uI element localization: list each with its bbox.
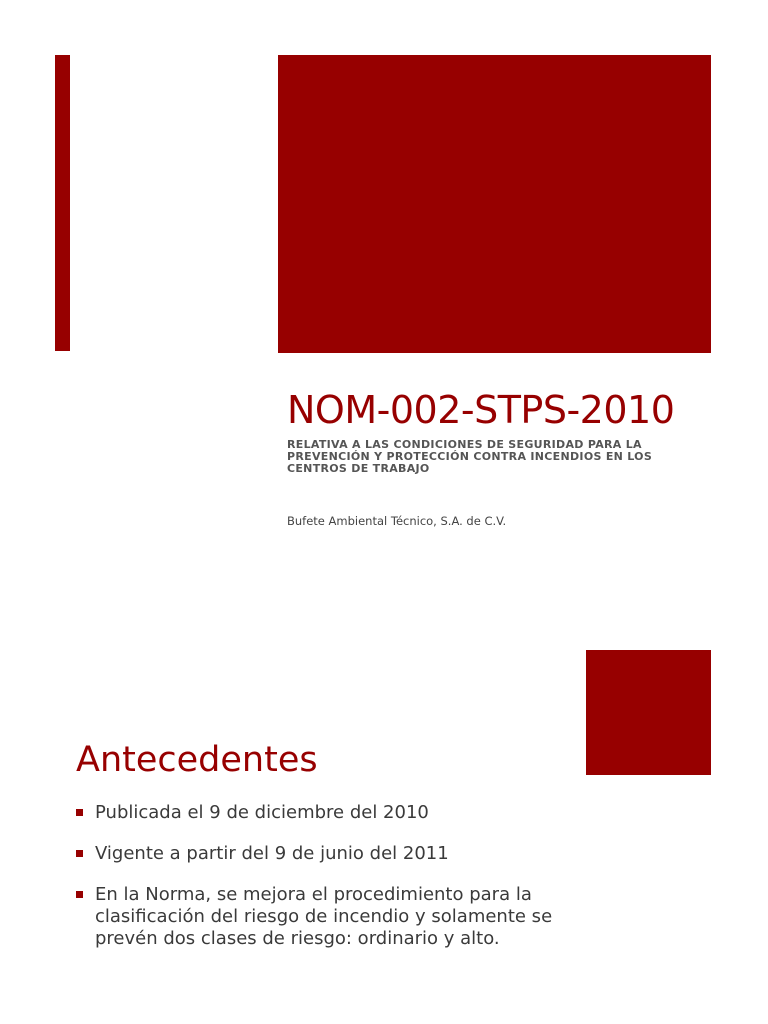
bullet-item — [76, 843, 606, 865]
bullet-text: Vigente a partir del 9 de junio del 2011 — [95, 843, 449, 864]
left-accent-bar — [55, 55, 70, 351]
square-bullet-icon — [76, 809, 83, 816]
section-heading: Antecedentes — [76, 740, 318, 780]
document-title: NOM-002-STPS-2010 — [287, 388, 675, 432]
bullet-text: Publicada el 9 de diciembre del 2010 — [95, 802, 429, 823]
document-subtitle: RELATIVA A LAS CONDICIONES DE SEGURIDAD PARA LA PREVENCIÓN Y PROTECCIÓN CONTRA INCENDIOS EN LOS CENTROS DE TRABAJO — [287, 438, 653, 475]
bullet-item — [76, 884, 606, 950]
company-name: Bufete Ambiental Técnico, S.A. de C.V. — [287, 514, 507, 528]
bullet-item — [76, 802, 606, 824]
square-bullet-icon — [76, 891, 83, 898]
corner-accent-block — [586, 650, 711, 775]
title-accent-block — [278, 55, 711, 353]
bullet-list — [76, 802, 606, 969]
bullet-text: En la Norma, se mejora el procedimiento para la clasificación del riesgo de incendio y solamente se prevén dos clases de riesgo: ordinario y alto. — [95, 884, 553, 949]
square-bullet-icon — [76, 850, 83, 857]
